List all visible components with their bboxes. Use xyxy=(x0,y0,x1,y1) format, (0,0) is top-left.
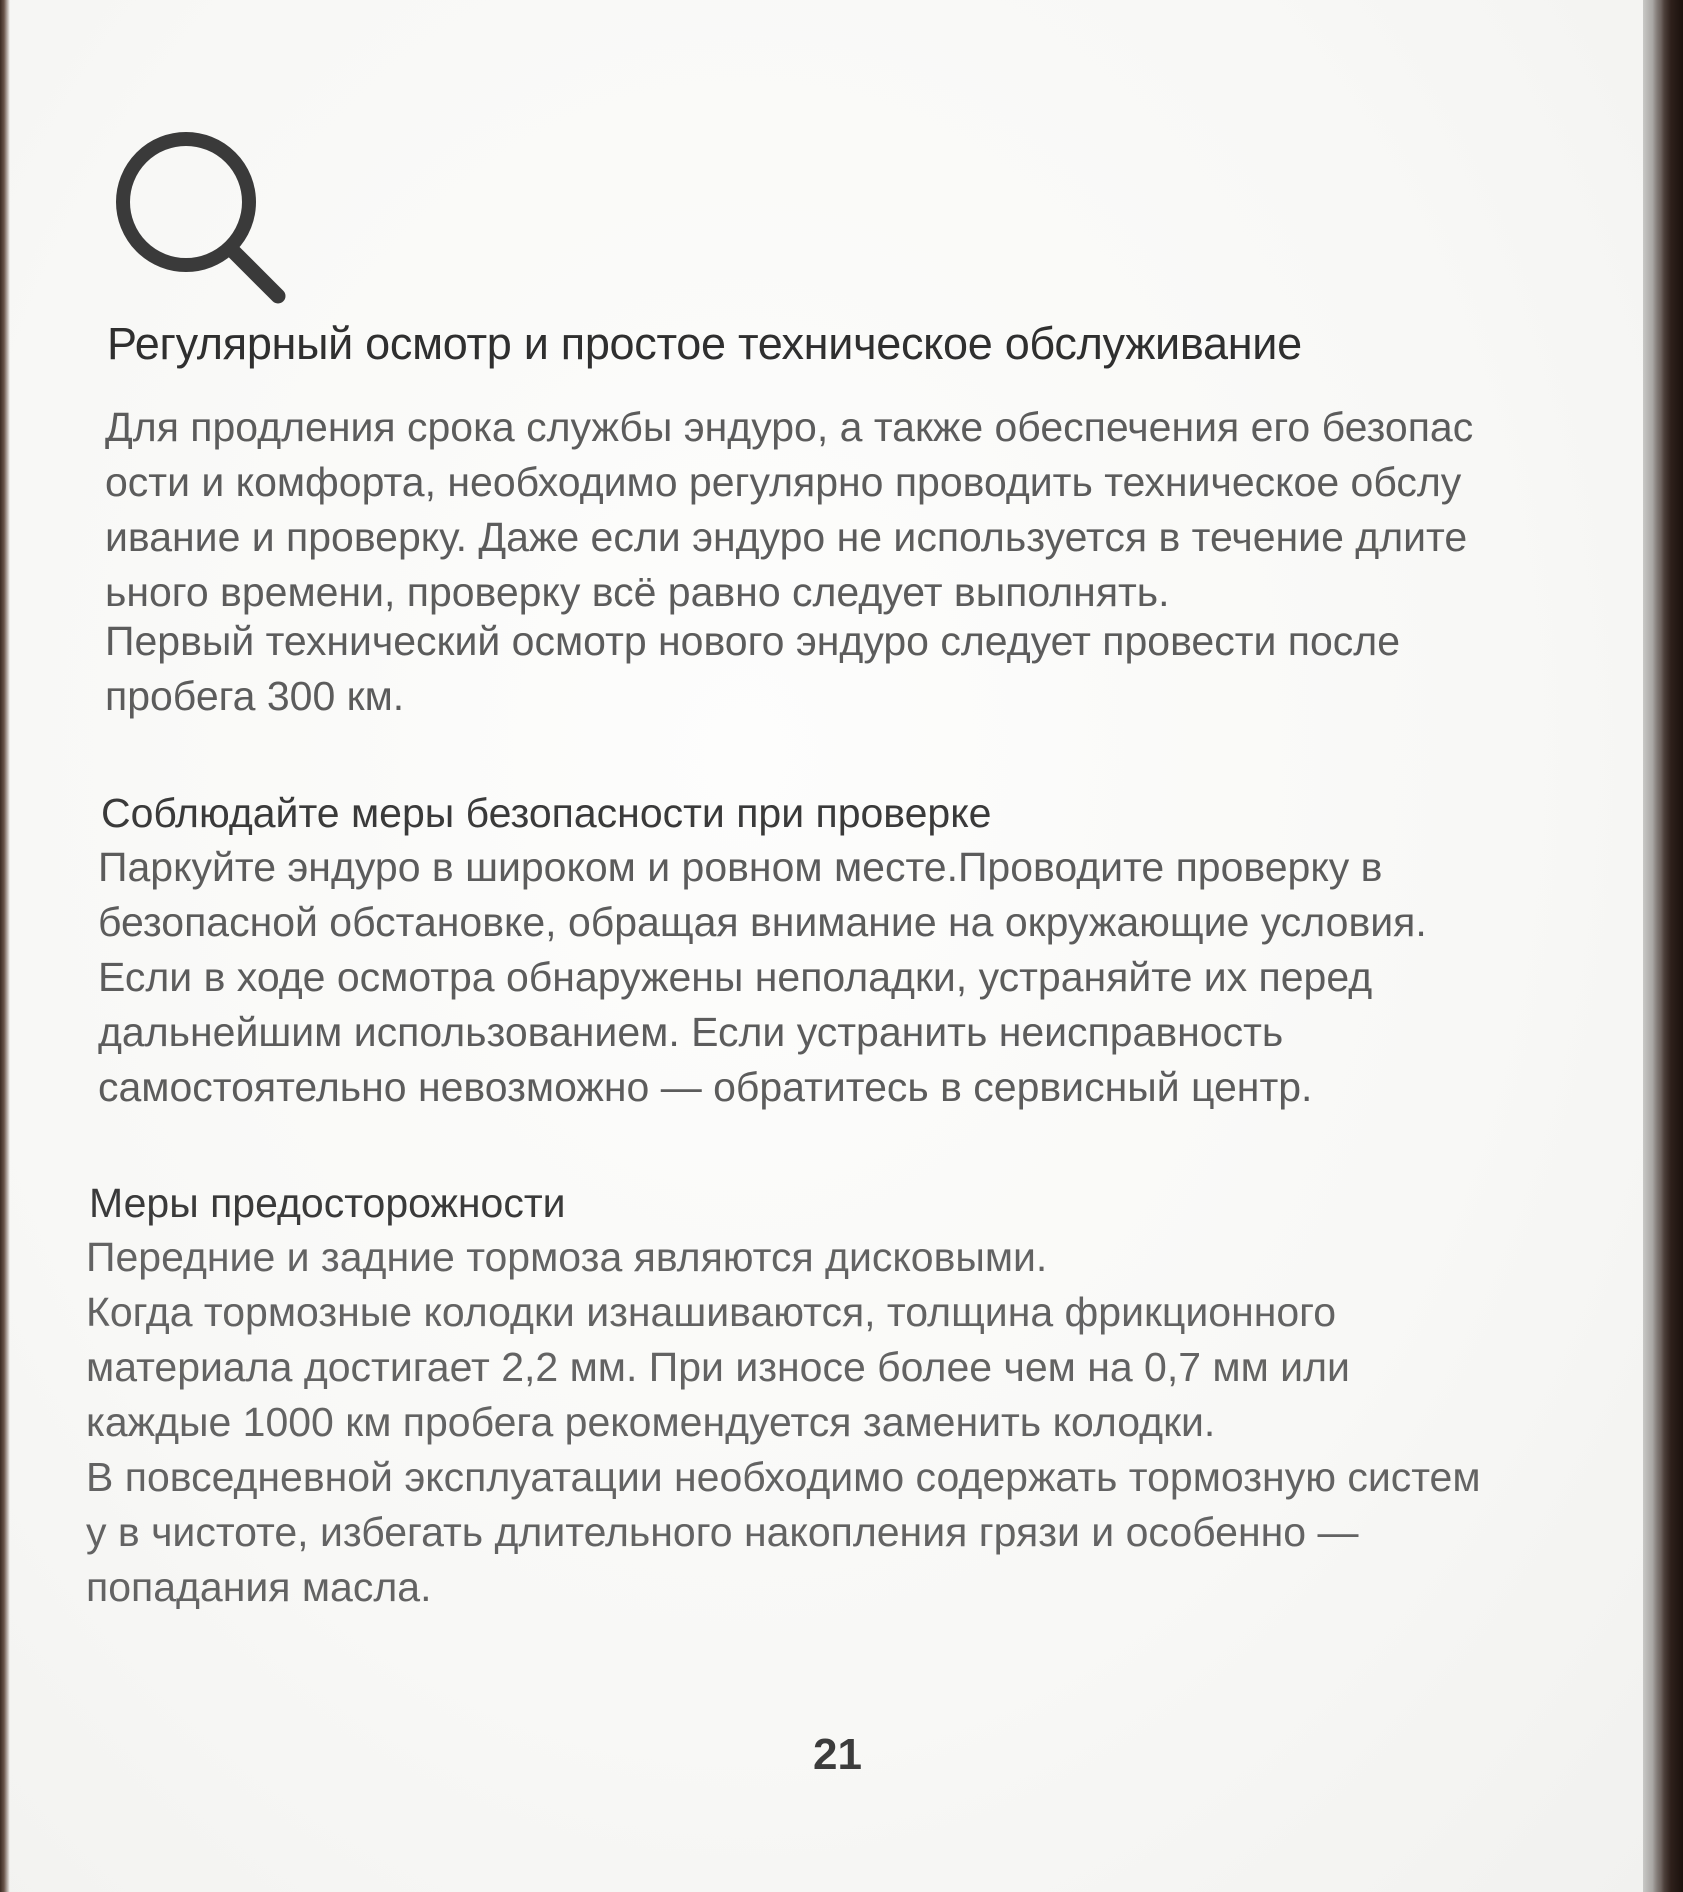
precautions-line: Передние и задние тормоза являются дисковыми. xyxy=(86,1234,1048,1280)
first-service-line: Первый технический осмотр нового эндуро следует провести после xyxy=(105,618,1401,664)
precautions-line: Когда тормозные колодки изнашиваются, толщина фрикционного xyxy=(86,1289,1337,1335)
intro-line: ьного времени, проверку всё равно следует выполнять. xyxy=(105,569,1170,615)
safety-heading: Соблюдайте меры безопасности при проверке xyxy=(101,790,992,836)
section-heading: Регулярный осмотр и простое техническое обслуживание xyxy=(107,318,1302,369)
binding-shadow xyxy=(1643,0,1683,1892)
manual-page xyxy=(10,0,1643,1892)
safety-line: дальнейшим использованием. Если устранить неисправность xyxy=(98,1009,1284,1055)
safety-line: самостоятельно невозможно — обратитесь в сервисный центр. xyxy=(98,1064,1313,1110)
precautions-line: попадания масла. xyxy=(86,1564,432,1610)
first-service-paragraph xyxy=(105,614,1400,724)
precautions-line: В повседневной эксплуатации необходимо содержать тормозную систем xyxy=(86,1454,1481,1500)
safety-line: безопасной обстановке, обращая внимание на окружающие условия. xyxy=(98,899,1427,945)
precautions-heading: Меры предосторожности xyxy=(89,1180,566,1226)
intro-paragraph xyxy=(105,400,1473,620)
intro-line: Для продления срока службы эндуро, а также обеспечения его безопас xyxy=(105,404,1474,450)
first-service-line: пробега 300 км. xyxy=(105,673,405,719)
magnifier-icon xyxy=(108,126,298,316)
safety-paragraph xyxy=(98,840,1427,1115)
precautions-line: каждые 1000 км пробега рекомендуется заменить колодки. xyxy=(86,1399,1216,1445)
intro-line: ости и комфорта, необходимо регулярно проводить техническое обслу xyxy=(105,459,1462,505)
page-number: 21 xyxy=(813,1730,862,1779)
precautions-line: у в чистоте, избегать длительного накопления грязи и особенно — xyxy=(86,1509,1359,1555)
safety-line: Паркуйте эндуро в широком и ровном месте.Проводите проверку в xyxy=(98,844,1383,890)
precautions-line: материала достигает 2,2 мм. При износе более чем на 0,7 мм или xyxy=(86,1344,1350,1390)
safety-line: Если в ходе осмотра обнаружены неполадки, устраняйте их перед xyxy=(98,954,1373,1000)
precautions-paragraph xyxy=(86,1230,1481,1615)
intro-line: ивание и проверку. Даже если эндуро не используется в течение длите xyxy=(105,514,1468,560)
